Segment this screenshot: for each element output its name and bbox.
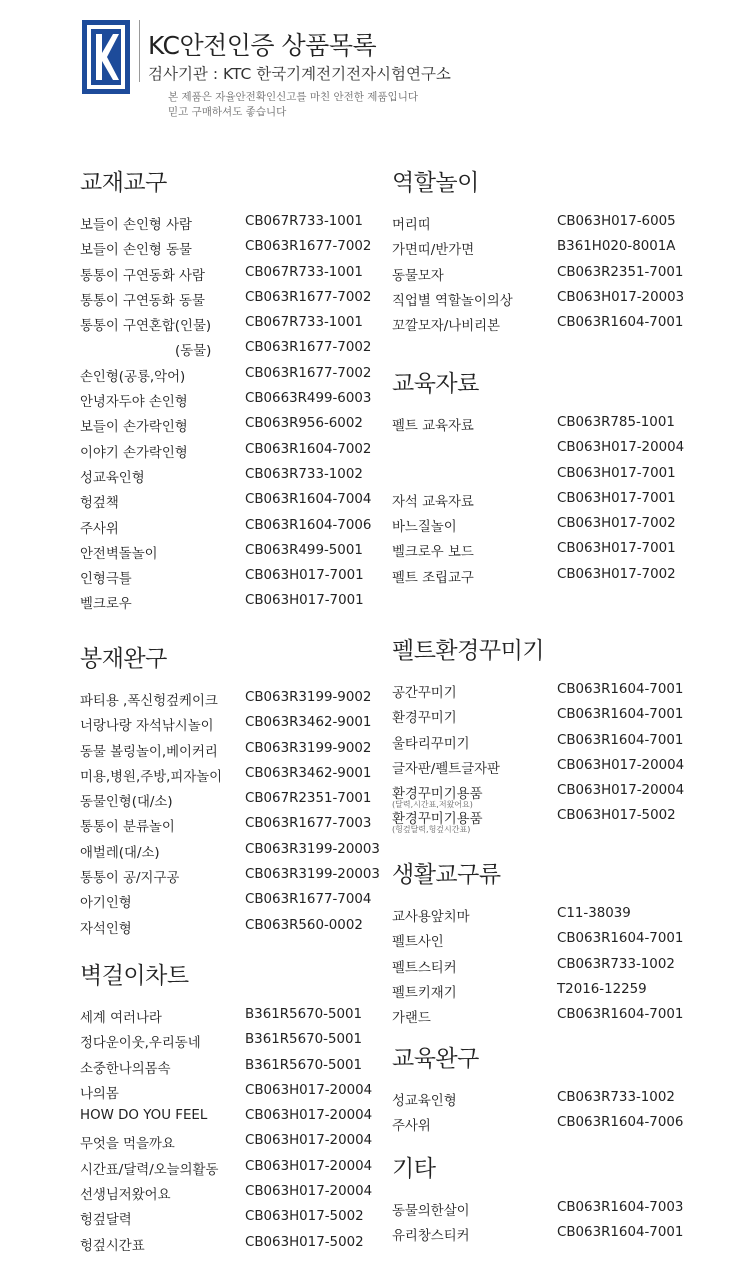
list-item (80, 487, 380, 512)
certification-number: CB063R1604-7001 (557, 732, 684, 748)
certification-number: CB063R499-5001 (245, 542, 363, 558)
list-item (80, 837, 380, 862)
certification-number: CB063H017-5002 (245, 1209, 364, 1225)
certification-number: CB063R1677-7002 (245, 239, 372, 255)
list-item (392, 461, 692, 486)
list-item (80, 260, 380, 285)
list-item (392, 702, 692, 727)
certification-number: CB063R3462-9001 (245, 715, 372, 731)
product-name: 선생님저왔어요 (80, 1188, 171, 1204)
section (80, 165, 380, 614)
certification-number: CB063R733-1002 (557, 1090, 675, 1105)
certification-number: CB063H017-20004 (245, 1108, 373, 1124)
product-name: 세계 여러나라 (80, 1011, 162, 1026)
list-item (80, 462, 380, 487)
list-item (392, 926, 692, 951)
product-name: 자석 교육자료 (392, 494, 474, 510)
product-name: 주사위 (392, 1119, 431, 1135)
list-item (392, 977, 692, 1002)
header-divider (139, 20, 140, 82)
section-title: 교재교구 (80, 170, 167, 196)
list-item (80, 887, 380, 912)
section-title: 교육자료 (392, 371, 479, 397)
list-item (392, 260, 692, 285)
certification-number: CB063H017-7001 (557, 541, 676, 557)
product-name: 바느질놀이 (392, 520, 457, 536)
product-name: 통통이 공/지구공 (80, 871, 180, 887)
list-item (392, 778, 692, 810)
product-name: 나의몸 (80, 1086, 119, 1102)
list-item (80, 285, 380, 310)
header-note-line: 본 제품은 자율안전확인신고를 마친 안전한 제품입니다 (168, 91, 418, 103)
header-note (168, 90, 418, 120)
header (82, 18, 722, 128)
certification-number: CB063R1677-7003 (245, 816, 372, 832)
list-item (392, 753, 692, 778)
certification-number: CB063H017-20004 (557, 783, 685, 799)
section (392, 1041, 692, 1136)
list-item (392, 234, 692, 259)
product-name: 헝겊달력 (80, 1213, 132, 1229)
product-name: 동물 볼링놀이,베이커리 (80, 744, 218, 760)
list-item (80, 710, 380, 735)
list-item (392, 511, 692, 536)
certification-number: CB063R1677-7002 (245, 365, 372, 381)
certification-number: CB063R1604-7003 (557, 1200, 684, 1215)
list-item (392, 728, 692, 753)
certification-number: CB063R1604-7004 (245, 492, 372, 508)
certification-number: CB067R733-1001 (245, 264, 363, 280)
product-name: 가랜드 (392, 1011, 431, 1027)
list-item (80, 1103, 380, 1128)
certification-number: CB063H017-20004 (245, 1133, 373, 1149)
kc-logo-icon (82, 20, 130, 94)
product-name: 통통이 구연동화 사람 (80, 268, 205, 284)
product-name: 글자판/펠트글자판 (392, 761, 500, 777)
list-item (80, 563, 380, 588)
list-item (80, 811, 380, 836)
certification-number: CB063H017-20004 (245, 1082, 373, 1098)
certification-number: B361R5670-5001 (245, 1007, 363, 1022)
list-item (80, 1204, 380, 1229)
list-item (392, 952, 692, 977)
certification-number: CB063R1604-7001 (557, 707, 684, 723)
certification-number: CB063R1604-7001 (557, 931, 684, 947)
certification-number: CB063R3199-20003 (245, 867, 380, 883)
certification-number: B361R5670-5001 (245, 1032, 363, 1048)
product-name: 안전벽돌놀이 (80, 546, 158, 562)
certification-number: CB063H017-20003 (557, 289, 685, 305)
list-item (80, 1230, 380, 1255)
certification-number: CB063H017-7002 (557, 516, 676, 532)
certification-number: CB063H017-7001 (557, 465, 676, 481)
product-name: 헝겊책 (80, 496, 119, 512)
product-name: 자석인형 (80, 921, 132, 937)
certification-number: B361H020-8001A (557, 239, 676, 255)
section-title: 교육완구 (392, 1046, 479, 1072)
certification-number: CB063H017-7001 (557, 490, 676, 506)
list-item (392, 1220, 692, 1245)
list-item (80, 1053, 380, 1078)
certification-number: CB063H017-5002 (557, 808, 676, 824)
certification-number: T2016-12259 (557, 981, 647, 997)
section-title: 생활교구류 (392, 862, 501, 888)
certification-number: CB063H017-20004 (557, 757, 685, 773)
product-name: 머리띠 (392, 218, 431, 233)
product-name: 보들이 손인형 사람 (80, 218, 192, 233)
product-name: 미용,병원,주방,피자놀이 (80, 769, 223, 785)
product-name: 이야기 손가락인형 (80, 445, 188, 461)
certification-number: CB063R1604-7002 (245, 441, 372, 457)
list-item (80, 1179, 380, 1204)
product-name: 벨크로우 보드 (392, 545, 474, 561)
product-name: 파티용 ,폭신헝겊케이크 (80, 694, 218, 709)
list-item (392, 803, 692, 835)
certification-number: CB063R956-6002 (245, 416, 363, 432)
list-item (392, 536, 692, 561)
certification-number: CB063R1604-7006 (245, 517, 372, 533)
product-name: 동물모자 (392, 268, 444, 284)
certification-number: CB063H017-7001 (245, 593, 364, 609)
certification-number: CB063H017-20004 (557, 440, 685, 456)
product-name: 환경꾸미기용품 (392, 787, 483, 803)
section-title: 기타 (392, 1156, 436, 1182)
certification-number: C11-38039 (557, 906, 631, 921)
product-name: 손인형(공룡,악어) (80, 369, 186, 385)
product-name: 무엇을 먹을까요 (80, 1137, 175, 1153)
list-item (80, 386, 380, 411)
certification-number: CB063R1677-7002 (245, 340, 372, 356)
list-item (80, 411, 380, 436)
certification-number: CB063H017-6005 (557, 214, 676, 229)
product-name: 성교육인형 (80, 470, 145, 486)
product-name: (동물) (175, 344, 212, 360)
certification-number: CB067R733-1001 (245, 214, 363, 229)
certification-number: CB063R3199-9002 (245, 740, 372, 756)
product-name: 펠트스티커 (392, 960, 457, 976)
certification-number: CB063R733-1002 (557, 956, 675, 972)
certification-number: CB063H017-5002 (245, 1234, 364, 1250)
product-name: 안녕자두야 손인형 (80, 395, 188, 411)
list-item (80, 538, 380, 563)
product-name: 아기인형 (80, 896, 132, 912)
list-item (80, 736, 380, 761)
list-item (80, 786, 380, 811)
section-title: 벽걸이차트 (80, 963, 189, 989)
product-name: 울타리꾸미기 (392, 736, 470, 752)
list-item (80, 310, 380, 335)
list-item (80, 335, 380, 360)
product-name: 꼬깔모자/나비리본 (392, 319, 500, 335)
product-name: 펠트키재기 (392, 985, 457, 1001)
product-name: 통통이 구연동화 동물 (80, 293, 205, 309)
product-name: 펠트 교육자료 (392, 419, 474, 434)
certification-number: CB063R560-0002 (245, 917, 363, 933)
certification-number: CB063R1604-7001 (557, 1225, 684, 1241)
list-item (392, 562, 692, 587)
product-name: 통통이 분류놀이 (80, 820, 175, 836)
list-item (392, 410, 692, 435)
product-name: 교사용앞치마 (392, 910, 470, 925)
section (80, 958, 380, 1255)
product-name: 정다운이웃,우리동네 (80, 1036, 201, 1052)
certification-number: CB063R3199-9002 (245, 690, 372, 705)
list-item (392, 486, 692, 511)
product-name: 유리창스티커 (392, 1229, 470, 1245)
list-item (392, 209, 692, 234)
section (392, 165, 692, 335)
product-name: HOW DO YOU FEEL (80, 1108, 208, 1124)
list-item (80, 913, 380, 938)
certification-number: CB063R733-1002 (245, 466, 363, 482)
list-item (80, 761, 380, 786)
certification-number: CB063H017-20004 (245, 1158, 373, 1174)
product-name: 가면띠/반가면 (392, 243, 475, 259)
section (392, 857, 692, 1027)
list-item (80, 862, 380, 887)
section (392, 366, 692, 587)
product-name: 애벌레(대/소) (80, 845, 160, 861)
section-title: 봉재완구 (80, 646, 167, 672)
certification-number: CB063H017-20004 (245, 1184, 373, 1200)
product-note: (달력,시간표,저왔어요) (392, 800, 473, 810)
certification-number: CB063R1604-7001 (557, 682, 684, 697)
list-item (80, 1078, 380, 1103)
product-name: 보들이 손인형 동물 (80, 243, 192, 259)
product-name: 인형극틀 (80, 572, 132, 588)
certification-number: CB063R3199-20003 (245, 841, 380, 857)
certification-number: CB063R1604-7001 (557, 1007, 684, 1023)
certification-number: CB063H017-7002 (557, 566, 676, 582)
product-name: 동물의한살이 (392, 1204, 470, 1219)
certification-number: B361R5670-5001 (245, 1057, 363, 1073)
product-name: 헝겊시간표 (80, 1238, 145, 1254)
certification-number: CB063R1604-7006 (557, 1115, 684, 1131)
list-item (392, 285, 692, 310)
section (80, 641, 380, 938)
list-item (392, 435, 692, 460)
certification-number: CB067R733-1001 (245, 315, 363, 331)
certification-number: CB063R3462-9001 (245, 765, 372, 781)
section-title: 펠트환경꾸미기 (392, 638, 545, 664)
list-item (80, 1002, 380, 1027)
list-item (80, 1154, 380, 1179)
certification-number: CB067R2351-7001 (245, 791, 372, 807)
list-item (392, 310, 692, 335)
list-item (392, 677, 692, 702)
product-name: 주사위 (80, 521, 119, 537)
list-item (80, 234, 380, 259)
product-name: 통통이 구연혼합(인물) (80, 319, 212, 335)
certification-number: CB0663R499-6003 (245, 391, 372, 407)
product-name: 동물인형(대/소) (80, 795, 173, 811)
list-item (392, 1085, 692, 1110)
certification-number: CB063H017-7001 (245, 568, 364, 584)
list-item (80, 685, 380, 710)
list-item (80, 209, 380, 234)
product-name: 성교육인형 (392, 1094, 457, 1109)
list-item (80, 588, 380, 613)
list-item (80, 513, 380, 538)
product-name: 너랑나랑 자석낚시놀이 (80, 719, 214, 735)
certification-number: CB063R1677-7002 (245, 289, 372, 305)
list-item (392, 1195, 692, 1220)
certification-number: CB063R2351-7001 (557, 264, 684, 280)
section-title: 역할놀이 (392, 170, 479, 196)
list-item (80, 1128, 380, 1153)
product-name: 펠트사인 (392, 935, 444, 951)
certification-number: CB063R785-1001 (557, 415, 675, 430)
list-item (392, 901, 692, 926)
product-name: 직업별 역할놀이의상 (392, 293, 513, 309)
certification-number: CB063R1677-7004 (245, 892, 372, 908)
list-item (80, 361, 380, 386)
product-name: 소중한나의몸속 (80, 1061, 171, 1077)
product-name: 환경꾸미기용품 (392, 812, 483, 828)
list-item (80, 437, 380, 462)
product-note: (헝겊달력,헝겊시간표) (392, 825, 471, 835)
product-name: 벨크로우 (80, 597, 132, 613)
header-note-line: 믿고 구매하셔도 좋습니다 (168, 106, 287, 118)
list-item (392, 1002, 692, 1027)
section (392, 1151, 692, 1246)
product-name: 펠트 조립교구 (392, 570, 474, 586)
product-name: 시간표/달력/오늘의활동 (80, 1162, 219, 1178)
inspection-agency: 검사기관 : KTC 한국기계전기전자시험연구소 (148, 65, 451, 83)
section (392, 633, 692, 835)
list-item (80, 1027, 380, 1052)
product-name: 공간꾸미기 (392, 686, 457, 701)
list-item (392, 1110, 692, 1135)
product-name: 보들이 손가락인형 (80, 420, 188, 436)
page-title: KC안전인증 상품목록 (148, 31, 377, 60)
product-name: 환경꾸미기 (392, 711, 457, 727)
certification-number: CB063R1604-7001 (557, 315, 684, 331)
